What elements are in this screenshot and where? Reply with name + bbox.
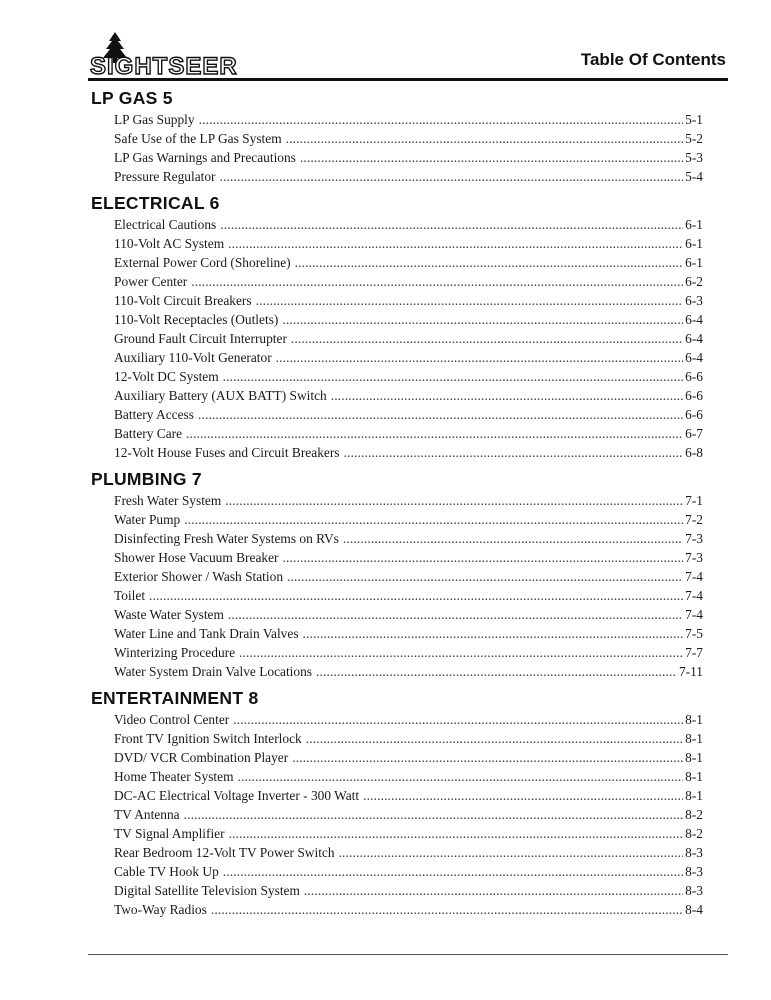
toc-entry — [91, 729, 703, 748]
toc-entry-title: Disinfecting Fresh Water Systems on RVs — [114, 531, 339, 546]
toc-entry-page: 6-2 — [685, 274, 703, 289]
toc-entry-page: 6-4 — [685, 312, 703, 327]
toc-entry-title: 12-Volt House Fuses and Circuit Breakers — [114, 445, 340, 460]
toc-entry — [91, 215, 703, 234]
toc-entry-page: 6-6 — [685, 407, 703, 422]
toc-entry — [91, 805, 703, 824]
toc-entry-title: DVD/ VCR Combination Player — [114, 750, 289, 765]
toc-entry-title: Front TV Ignition Switch Interlock — [114, 731, 302, 746]
toc-entry-page: 6-4 — [685, 350, 703, 365]
toc-entry-title: 110-Volt Circuit Breakers — [114, 293, 252, 308]
toc-entry — [91, 567, 703, 586]
toc-entry — [91, 148, 703, 167]
toc-section — [91, 191, 703, 462]
toc-entry-page: 7-2 — [685, 512, 703, 527]
dot-leader — [292, 748, 683, 767]
header-divider — [88, 78, 728, 81]
toc-entry — [91, 662, 703, 681]
toc-entry-page: 6-3 — [685, 293, 703, 308]
toc-entry-page: 8-3 — [685, 883, 703, 898]
toc-entry-list — [91, 110, 703, 186]
toc-entry-title: Fresh Water System — [114, 493, 222, 508]
toc-entry-page: 8-1 — [685, 750, 703, 765]
dot-leader — [291, 329, 683, 348]
section-heading: ELECTRICAL 6 — [91, 193, 220, 213]
toc-entry-page: 8-4 — [685, 902, 703, 917]
dot-leader — [220, 167, 684, 186]
toc-entry-title: TV Antenna — [114, 807, 180, 822]
toc-entry — [91, 767, 703, 786]
toc-entry-title: Home Theater System — [114, 769, 234, 784]
toc-entry-page: 5-3 — [685, 150, 703, 165]
toc-entry-page: 7-4 — [685, 607, 703, 622]
dot-leader — [304, 881, 683, 900]
toc-entry — [91, 129, 703, 148]
toc-entry — [91, 624, 703, 643]
dot-leader — [233, 710, 683, 729]
toc-entry — [91, 605, 703, 624]
dot-leader — [184, 510, 683, 529]
dot-leader — [238, 767, 684, 786]
dot-leader — [229, 824, 684, 843]
toc-entry — [91, 291, 703, 310]
toc-entry-page: 6-6 — [685, 388, 703, 403]
toc-entry-title: LP Gas Warnings and Precautions — [114, 150, 296, 165]
dot-leader — [363, 786, 683, 805]
toc-entry-list — [91, 215, 703, 462]
toc-entry-title: TV Signal Amplifier — [114, 826, 225, 841]
toc-entry-title: Auxiliary Battery (AUX BATT) Switch — [114, 388, 327, 403]
toc-entry-title: Pressure Regulator — [114, 169, 216, 184]
toc-entry — [91, 367, 703, 386]
toc-entry-page: 5-2 — [685, 131, 703, 146]
toc-entry-title: 110-Volt Receptacles (Outlets) — [114, 312, 279, 327]
toc-entry — [91, 710, 703, 729]
toc-entry-title: Auxiliary 110-Volt Generator — [114, 350, 272, 365]
toc-entry-page: 6-8 — [685, 445, 703, 460]
toc-entry-page: 6-6 — [685, 369, 703, 384]
toc-entry — [91, 643, 703, 662]
toc-entry — [91, 900, 703, 919]
toc-entry — [91, 310, 703, 329]
toc-entry-title: Waste Water System — [114, 607, 224, 622]
dot-leader — [199, 110, 684, 129]
toc-entry-title: Safe Use of the LP Gas System — [114, 131, 282, 146]
toc-entry — [91, 843, 703, 862]
toc-entry-page: 8-1 — [685, 788, 703, 803]
toc-section — [91, 686, 703, 919]
dot-leader — [191, 272, 683, 291]
toc-entry — [91, 329, 703, 348]
toc-entry-page: 8-1 — [685, 769, 703, 784]
toc-entry-page: 8-3 — [685, 864, 703, 879]
dot-leader — [339, 843, 684, 862]
dot-leader — [211, 900, 683, 919]
logo-text: SIGHTSEER — [90, 53, 238, 76]
dot-leader — [306, 729, 683, 748]
toc-entry-page: 8-2 — [685, 807, 703, 822]
toc-entry — [91, 786, 703, 805]
toc-entry — [91, 234, 703, 253]
dot-leader — [223, 367, 683, 386]
section-heading: LP GAS 5 — [91, 88, 173, 108]
toc-entry-title: Water Line and Tank Drain Valves — [114, 626, 299, 641]
toc-entry — [91, 386, 703, 405]
toc-entry — [91, 548, 703, 567]
toc-entry — [91, 110, 703, 129]
toc-entry-title: 12-Volt DC System — [114, 369, 219, 384]
dot-leader — [287, 567, 683, 586]
toc-entry — [91, 862, 703, 881]
toc-entry-title: External Power Cord (Shoreline) — [114, 255, 291, 270]
dot-leader — [223, 862, 683, 881]
dot-leader — [303, 624, 684, 643]
toc-entry — [91, 167, 703, 186]
toc-entry-title: Two-Way Radios — [114, 902, 207, 917]
toc-entry-page: 6-1 — [685, 236, 703, 251]
dot-leader — [283, 548, 684, 567]
toc-entry-list — [91, 491, 703, 681]
toc-entry — [91, 491, 703, 510]
toc-entry-page: 7-11 — [678, 664, 703, 679]
toc-entry-page: 7-3 — [685, 531, 703, 546]
dot-leader — [198, 405, 683, 424]
toc-entry-title: DC-AC Electrical Voltage Inverter - 300 Watt — [114, 788, 360, 803]
sightseer-logo — [88, 30, 268, 76]
dot-leader — [149, 586, 683, 605]
dot-leader — [220, 215, 683, 234]
toc-entry-page: 7-4 — [685, 569, 703, 584]
toc-entry-title: Cable TV Hook Up — [114, 864, 219, 879]
dot-leader — [184, 805, 684, 824]
toc-entry — [91, 272, 703, 291]
section-heading: PLUMBING 7 — [91, 469, 202, 489]
dot-leader — [228, 605, 683, 624]
toc-entry — [91, 881, 703, 900]
toc-entry-page: 8-1 — [685, 731, 703, 746]
dot-leader — [276, 348, 683, 367]
toc-section — [91, 86, 703, 186]
toc-entry — [91, 529, 703, 548]
footer-divider — [88, 954, 728, 955]
toc-entry — [91, 586, 703, 605]
toc-entry-title: Power Center — [114, 274, 188, 289]
toc-entry — [91, 424, 703, 443]
toc-entry-title: 110-Volt AC System — [114, 236, 225, 251]
toc-entry-title: Electrical Cautions — [114, 217, 217, 232]
dot-leader — [239, 643, 683, 662]
toc-entry — [91, 748, 703, 767]
toc-entry-page: 6-1 — [685, 217, 703, 232]
toc-entry-page: 8-1 — [685, 712, 703, 727]
toc-entry-title: Battery Care — [114, 426, 183, 441]
dot-leader — [331, 386, 683, 405]
table-of-contents — [91, 86, 703, 924]
toc-entry-title: Exterior Shower / Wash Station — [114, 569, 284, 584]
dot-leader — [295, 253, 684, 272]
toc-entry-page: 7-5 — [685, 626, 703, 641]
toc-entry-title: Water Pump — [114, 512, 181, 527]
page-title: Table Of Contents — [580, 50, 726, 69]
toc-entry-page: 8-3 — [685, 845, 703, 860]
dot-leader — [256, 291, 684, 310]
toc-entry-page: 8-2 — [685, 826, 703, 841]
dot-leader — [344, 443, 684, 462]
toc-entry-list — [91, 710, 703, 919]
toc-entry-page: 7-1 — [685, 493, 703, 508]
toc-entry — [91, 405, 703, 424]
dot-leader — [282, 310, 683, 329]
toc-entry-page: 7-4 — [685, 588, 703, 603]
toc-entry-title: Ground Fault Circuit Interrupter — [114, 331, 287, 346]
toc-entry-page: 7-3 — [685, 550, 703, 565]
toc-entry-page: 7-7 — [685, 645, 703, 660]
toc-entry-page: 6-7 — [685, 426, 703, 441]
toc-entry — [91, 443, 703, 462]
toc-entry — [91, 824, 703, 843]
toc-entry-title: Digital Satellite Television System — [114, 883, 300, 898]
toc-entry-page: 5-4 — [685, 169, 703, 184]
toc-entry — [91, 510, 703, 529]
dot-leader — [316, 662, 677, 681]
toc-entry-page: 5-1 — [685, 112, 703, 127]
dot-leader — [300, 148, 683, 167]
toc-entry-title: Water System Drain Valve Locations — [114, 664, 312, 679]
toc-entry-page: 6-4 — [685, 331, 703, 346]
toc-entry-title: LP Gas Supply — [114, 112, 195, 127]
dot-leader — [228, 234, 683, 253]
toc-entry-title: Rear Bedroom 12-Volt TV Power Switch — [114, 845, 335, 860]
toc-section — [91, 467, 703, 681]
dot-leader — [343, 529, 683, 548]
page-header — [88, 30, 728, 78]
toc-entry-title: Toilet — [114, 588, 146, 603]
toc-entry-title: Shower Hose Vacuum Breaker — [114, 550, 279, 565]
toc-entry-title: Video Control Center — [114, 712, 230, 727]
dot-leader — [186, 424, 683, 443]
dot-leader — [225, 491, 683, 510]
toc-entry-page: 6-1 — [685, 255, 703, 270]
toc-entry — [91, 253, 703, 272]
toc-entry — [91, 348, 703, 367]
toc-entry-title: Battery Access — [114, 407, 194, 422]
toc-entry-title: Winterizing Procedure — [114, 645, 236, 660]
dot-leader — [286, 129, 684, 148]
section-heading: ENTERTAINMENT 8 — [91, 688, 259, 708]
